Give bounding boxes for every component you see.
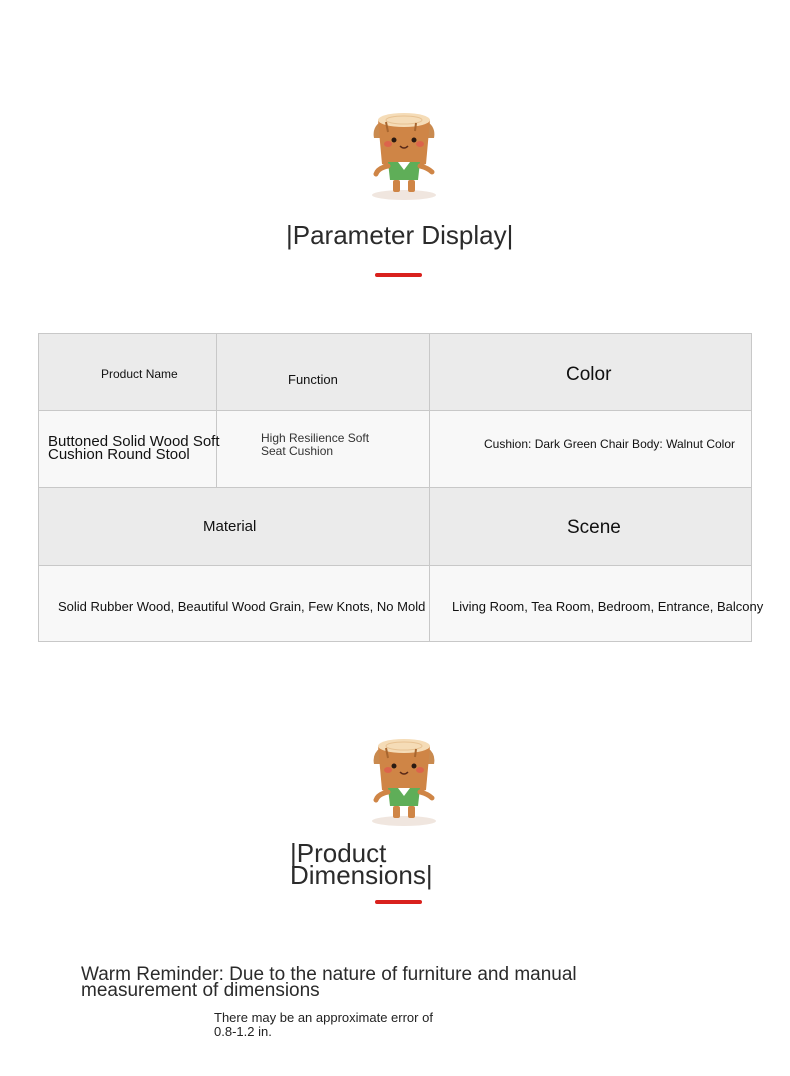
material-label: Material: [203, 518, 257, 535]
title-underline: [375, 900, 422, 904]
scene-value: Living Room, Tea Room, Bedroom, Entrance, Balcony: [452, 599, 764, 614]
warm-reminder-line1: Warm Reminder: Due to the nature of furniture and manual: [81, 964, 577, 985]
scene-label: Scene: [567, 517, 621, 538]
product-name-value-line1: Buttoned Solid Wood Soft: [48, 433, 220, 450]
parameter-display-title: |Parameter Display|: [286, 220, 514, 250]
warm-reminder-line2: measurement of dimensions: [81, 980, 320, 1001]
color-value: Cushion: Dark Green Chair Body: Walnut Color: [484, 437, 735, 451]
material-value: Solid Rubber Wood, Beautiful Wood Grain, Few Knots, No Mold: [58, 599, 426, 614]
product-dimensions-title-line1: |Product: [290, 838, 387, 868]
title-underline: [375, 273, 422, 277]
function-value-line1: High Resilience Soft: [261, 431, 370, 445]
product-name-value-line2: Cushion Round Stool: [48, 446, 190, 463]
function-label: Function: [288, 372, 338, 387]
wood-stump-mascot-icon: [366, 108, 442, 202]
wood-stump-mascot-icon: [366, 734, 442, 828]
product-dimensions-title-line2: Dimensions|: [290, 860, 433, 890]
color-label: Color: [566, 364, 612, 385]
product-name-label: Product Name: [101, 367, 178, 381]
function-value-line2: Seat Cushion: [261, 444, 334, 458]
error-note-line2: 0.8-1.2 in.: [214, 1024, 272, 1039]
error-note-line1: There may be an approximate error of: [214, 1010, 433, 1025]
